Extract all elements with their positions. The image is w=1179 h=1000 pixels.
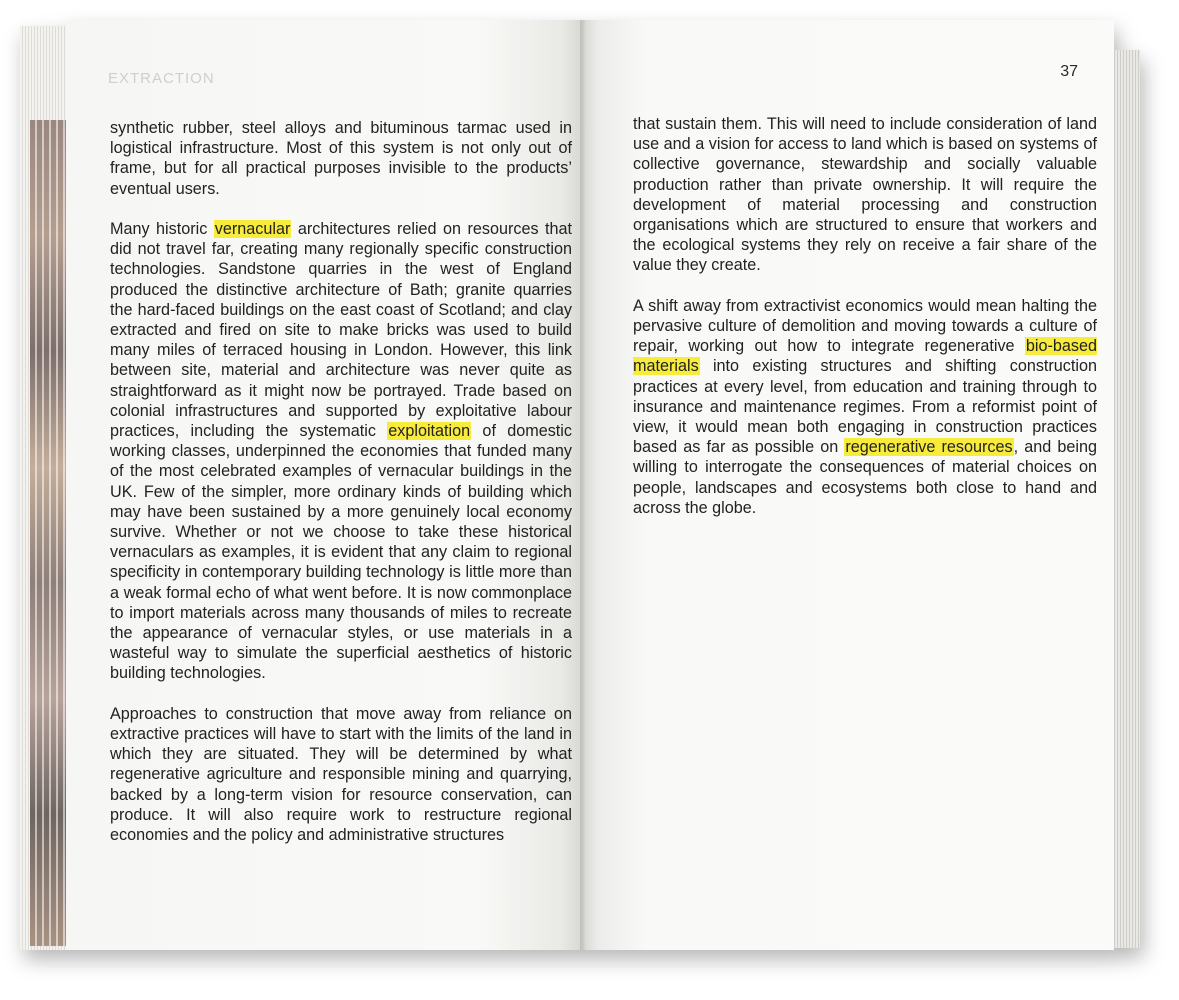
text-run: into existing structures and shifting construction practices at every level, from education and training through to insurance and maintenance regimes. From a reformist point of view, it would mean both engaging in construction practices based as far as possible on bbox=[633, 357, 1097, 457]
text-run: of domestic working classes, underpinned the economies that funded many of the most celebrated examples of vernacular buildings in the UK. Few of the simpler, more ordinary kinds of building which may have been sustained by a more genuinely local economy survive. Whether or not we choose to take these historical vernaculars as examples, it is evident that any claim to regional specificity in contemporary building technology is little more than a weak formal echo of what went before. It is now commonplace to import materials across many thousands of miles to recreate the appearance of vernacular styles, or use materials in a wasteful way to simulate the superficial aesthetics of historic building technologies. bbox=[110, 422, 572, 683]
paragraph bbox=[110, 118, 572, 199]
left-page-text bbox=[110, 118, 572, 865]
paragraph bbox=[110, 704, 572, 845]
highlighted-term: exploitation bbox=[388, 422, 471, 441]
paragraph bbox=[633, 296, 1097, 518]
right-page bbox=[582, 20, 1114, 950]
text-run: synthetic rubber, steel alloys and bituminous tarmac used in logistical infrastructure. Most of this system is not only out of frame, but for all practical purposes invisible to the products’ eventual users. bbox=[110, 119, 572, 198]
text-run: that sustain them. This will need to include consideration of land use and a vision for access to land which is based on systems of collective governance, stewardship and socially valuable production rather than private ownership. It will require the development of material processing and construction organisations which are structured to ensure that workers and the ecological systems they rely on receive a fair share of the value they create. bbox=[633, 115, 1097, 275]
running-head: EXTRACTION bbox=[108, 70, 215, 87]
paragraph bbox=[110, 219, 572, 684]
text-run: Approaches to construction that move away from reliance on extractive practices will have to start with the limits of the land in which they are situated. They will be determined by what regenerative agriculture and responsible mining and quarrying, backed by a long-term vision for resource conservation, can produce. It will also require work to restructure regional economies and the policy and administrative structures bbox=[110, 704, 572, 845]
gutter-shadow bbox=[580, 20, 586, 950]
text-run: A shift away from extractivist economics would mean halting the pervasive culture of demolition and moving towards a culture of repair, working out how to integrate regenerative bbox=[633, 296, 1097, 356]
text-run: architectures relied on resources that did not travel far, creating many regionally specific construction technologies. Sandstone quarries in the west of England produced the distinctive architecture of Bath; granite quarries the hard-faced buildings on the east coast of Scotland; and clay extracted and fired on site to make bricks was used to build many miles of terraced housing in London. However, this link between site, material and architecture was never quite as straightforward as it might now be portrayed. Trade based on colonial infrastructures and supported by exploitative labour practices, including the systematic bbox=[110, 220, 572, 441]
right-page-text bbox=[633, 114, 1097, 538]
text-run: , and being willing to interrogate the consequences of material choices on people, landscapes and ecosystems both close to hand and across the globe. bbox=[633, 438, 1097, 517]
page-number: 37 bbox=[1060, 63, 1078, 80]
left-page bbox=[66, 20, 582, 950]
highlighted-term: bio-based materials bbox=[633, 337, 1097, 376]
highlighted-term: vernacular bbox=[214, 220, 291, 238]
paragraph bbox=[633, 114, 1097, 276]
highlighted-term: regenerative resources bbox=[845, 438, 1013, 457]
text-run: Many historic bbox=[110, 220, 214, 238]
book-spread bbox=[20, 20, 1140, 955]
